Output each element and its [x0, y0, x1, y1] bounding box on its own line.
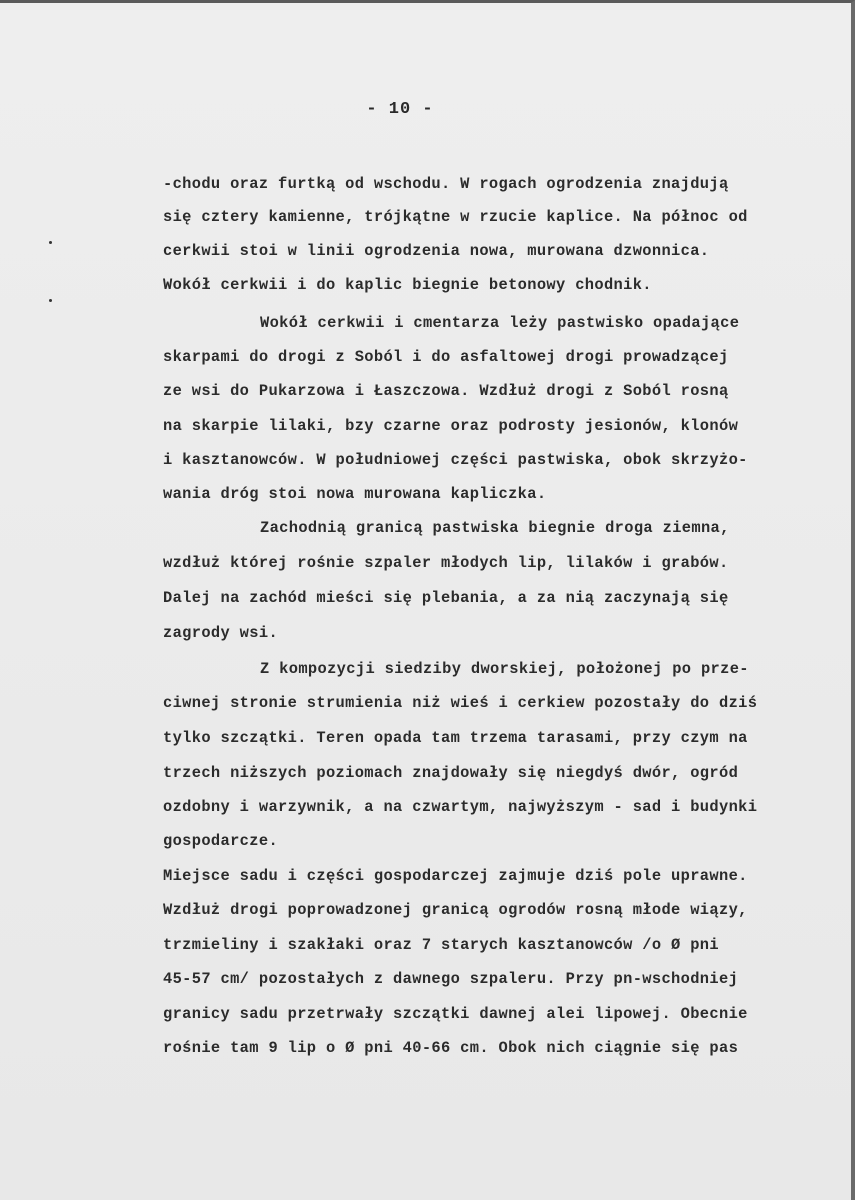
- text-line: tylko szczątki. Teren opada tam trzema tarasami, przy czym na: [163, 729, 748, 747]
- margin-punch-mark-upper: [49, 241, 52, 244]
- text-line: Dalej na zachód mieści się plebania, a za nią zaczynają się: [163, 589, 729, 607]
- text-line: Miejsce sadu i części gospodarczej zajmuje dziś pole uprawne.: [163, 867, 748, 885]
- text-line: cerkwii stoi w linii ogrodzenia nowa, murowana dzwonnica.: [163, 242, 710, 260]
- text-line: ozdobny i warzywnik, a na czwartym, najwyższym - sad i budynki: [163, 798, 758, 816]
- text-line: ze wsi do Pukarzowa i Łaszczowa. Wzdłuż drogi z Soból rosną: [163, 382, 729, 400]
- text-line: wania dróg stoi nowa murowana kapliczka.: [163, 485, 547, 503]
- text-line: Z kompozycji siedziby dworskiej, położonej po prze-: [260, 660, 749, 678]
- text-line: Wokół cerkwii i cmentarza leży pastwisko opadające: [260, 314, 740, 332]
- text-line: zagrody wsi.: [163, 624, 279, 642]
- text-line: trzech niższych poziomach znajdowały się niegdyś dwór, ogród: [163, 764, 739, 782]
- text-line: i kasztanowców. W południowej części pastwiska, obok skrzyżo-: [163, 451, 748, 469]
- text-line: Zachodnią granicą pastwiska biegnie droga ziemna,: [260, 519, 730, 537]
- text-line: granicy sadu przetrwały szczątki dawnej alei lipowej. Obecnie: [163, 1005, 748, 1023]
- text-line: na skarpie lilaki, bzy czarne oraz podrosty jesionów, klonów: [163, 417, 739, 435]
- text-line: -chodu oraz furtką od wschodu. W rogach ogrodzenia znajdują: [163, 175, 729, 193]
- text-line: wzdłuż której rośnie szpaler młodych lip, lilaków i grabów.: [163, 554, 729, 572]
- text-line: się cztery kamienne, trójkątne w rzucie kaplice. Na północ od: [163, 208, 748, 226]
- margin-punch-mark-lower: [49, 299, 52, 302]
- text-line: trzmieliny i szakłaki oraz 7 starych kasztanowców /o Ø pni: [163, 936, 719, 954]
- page-number: - 10 -: [366, 100, 434, 119]
- text-line: skarpami do drogi z Soból i do asfaltowej drogi prowadzącej: [163, 348, 729, 366]
- text-line: gospodarcze.: [163, 832, 279, 850]
- text-line: rośnie tam 9 lip o Ø pni 40-66 cm. Obok nich ciągnie się pas: [163, 1039, 739, 1057]
- text-line: Wokół cerkwii i do kaplic biegnie betonowy chodnik.: [163, 276, 652, 294]
- text-line: ciwnej stronie strumienia niż wieś i cerkiew pozostały do dziś: [163, 694, 758, 712]
- text-line: 45-57 cm/ pozostałych z dawnego szpaleru. Przy pn-wschodniej: [163, 970, 739, 988]
- text-line: Wzdłuż drogi poprowadzonej granicą ogrodów rosną młode wiązy,: [163, 901, 748, 919]
